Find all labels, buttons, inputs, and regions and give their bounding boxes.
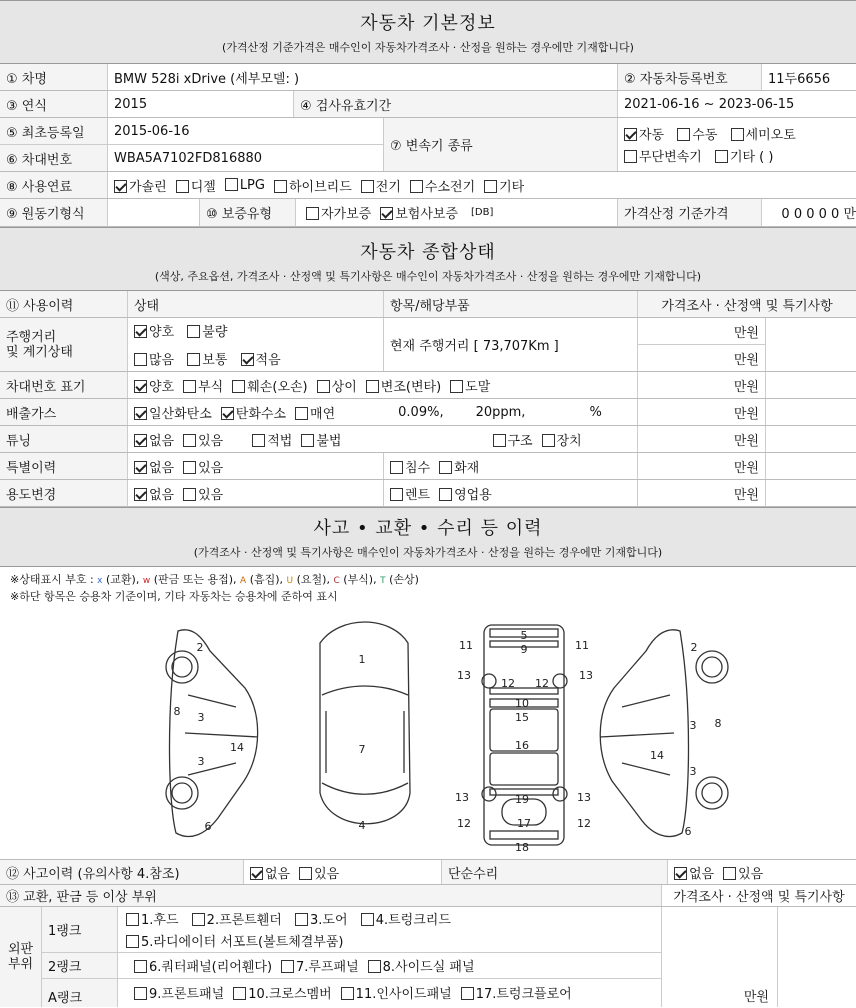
diagram-part-number: 8	[714, 717, 722, 730]
part-hood-checkbox[interactable]	[126, 913, 139, 926]
legend-line2: ※하단 항목은 승용차 기준이며, 기타 자동차는 승용차에 준하여 표시	[10, 590, 338, 603]
diagram-part-number: 10	[515, 697, 529, 710]
part-front-panel-checkbox[interactable]	[134, 987, 147, 1000]
history-note: (가격조사 · 산정액 및 특기사항은 매수인이 자동차가격조사 · 산정을 원하는 경우에만 기재합니다)	[193, 546, 663, 559]
legend-text-w: (판금 또는 용접),	[150, 573, 237, 586]
part-roof-panel-checkbox[interactable]	[281, 960, 294, 973]
fuel-diesel-checkbox[interactable]	[176, 180, 189, 193]
trans-other-checkbox[interactable]	[715, 150, 728, 163]
diagram-part-number: 19	[515, 793, 529, 806]
usage-none-checkbox[interactable]	[134, 488, 147, 501]
legend-sym-x: x	[97, 576, 103, 586]
left-side-car	[166, 630, 258, 837]
legend-text-x: (교환),	[102, 573, 140, 586]
emission-price: 만원	[638, 399, 766, 425]
status-note: (색상, 주요옵션, 가격조사 · 산정액 및 특기사항은 매수인이 자동차가격조사 · 산정을 원하는 경우에만 기재합니다)	[154, 270, 702, 283]
tuning-legal-checkbox[interactable]	[252, 434, 265, 447]
diagram-part-number: 9	[520, 643, 528, 656]
simple-repair-label: 단순수리	[442, 860, 668, 884]
special-flood-checkbox[interactable]	[390, 461, 403, 474]
vin-mark-smear-label: 도말	[465, 379, 491, 395]
diagram-part-number: 3	[197, 755, 205, 768]
diagram-part-number: 3	[197, 711, 205, 724]
diagram-part-number: 13	[457, 669, 471, 682]
tuning-yes-checkbox[interactable]	[183, 434, 196, 447]
diagram-part-number: 11	[459, 639, 473, 652]
diagram-part-number: 2	[196, 641, 204, 654]
warranty-label: ⑩ 보증유형	[200, 199, 296, 226]
special-fire-checkbox[interactable]	[439, 461, 452, 474]
legend	[0, 567, 856, 603]
special-none-label: 없음	[149, 460, 175, 476]
part-side-sill-checkbox[interactable]	[368, 960, 381, 973]
tuning-row	[0, 426, 856, 453]
diagram-part-number: 14	[650, 749, 664, 762]
warranty-options	[296, 199, 618, 226]
inspect-value: 2021-06-16 ~ 2023-06-15	[624, 96, 795, 112]
part-door-label: 3.도어	[310, 913, 348, 928]
fuel-gasoline-label: 가솔린	[129, 179, 167, 195]
legend-sym-t: T	[380, 576, 386, 586]
first-reg-label: ⑤ 최초등록일	[0, 118, 107, 145]
special-fire-label: 화재	[454, 460, 480, 476]
emission-co-checkbox[interactable]	[134, 407, 147, 420]
legend-sym-c: C	[333, 576, 340, 586]
vin-mark-altered-checkbox[interactable]	[366, 380, 379, 393]
emission-co-value: 0.09%,	[398, 404, 444, 420]
warranty-db: [DB]	[471, 207, 494, 218]
tuning-struct-checkbox[interactable]	[493, 434, 506, 447]
usage-business-checkbox[interactable]	[439, 488, 452, 501]
mileage-row	[0, 318, 856, 372]
usage-yes-label: 있음	[198, 487, 224, 503]
vin-mark-altered-label: 변조(변타)	[380, 379, 442, 395]
diagram-part-number: 16	[515, 739, 529, 752]
part-trunk-floor-label: 17.트렁크플로어	[475, 987, 572, 1002]
fuel-hydrogen-checkbox[interactable]	[410, 180, 423, 193]
part-side-sill-label: 8.사이드실 패널	[382, 960, 475, 975]
diagram-part-number: 12	[457, 817, 471, 830]
mileage-bad-checkbox[interactable]	[187, 325, 200, 338]
warranty-self-label: 자가보증	[321, 207, 372, 222]
vin-mark-price: 만원	[638, 372, 766, 398]
exchange-table	[0, 907, 856, 1007]
emission-row	[0, 399, 856, 426]
legend-text-c: (부식),	[339, 573, 377, 586]
simple-none-label: 없음	[689, 866, 715, 882]
part-quarter-panel-label: 6.쿼터패널(리어휀다)	[149, 960, 273, 975]
emission-label: 배출가스	[0, 399, 128, 425]
year-value: 2015	[108, 91, 294, 117]
fuel-diesel-label: 디젤	[190, 179, 216, 195]
diagram-part-number: 14	[230, 741, 244, 754]
fuel-label: ⑧ 사용연료	[0, 172, 108, 198]
fuel-options	[108, 172, 856, 198]
basic-info-header	[0, 0, 856, 64]
tuning-illegal-checkbox[interactable]	[301, 434, 314, 447]
accident-yes-label: 있음	[314, 866, 340, 882]
state-head: 상태	[128, 291, 384, 317]
special-yes-label: 있음	[198, 460, 224, 476]
legend-sym-a: A	[240, 576, 247, 586]
vin-mark-good-label: 양호	[149, 379, 175, 395]
part-radiator-support-label: 5.라디에이터 서포트(볼트체결부품)	[141, 935, 344, 950]
use-history-head: ⑪ 사용이력	[0, 291, 128, 317]
motor-label: ⑨ 원동기형식	[0, 199, 108, 226]
item-head: 항목/해당부품	[384, 291, 638, 317]
tuning-struct-label: 구조	[507, 433, 533, 449]
simple-yes-checkbox[interactable]	[723, 867, 736, 880]
accident-none-checkbox[interactable]	[250, 867, 263, 880]
vin-mark-smear-checkbox[interactable]	[450, 380, 463, 393]
trans-semi-label: 세미오토	[745, 128, 796, 143]
trans-semi-checkbox[interactable]	[731, 128, 744, 141]
tuning-illegal-label: 불법	[316, 433, 342, 449]
tuning-legal-label: 적법	[267, 433, 293, 449]
outer-panel-label: 외판 부위	[0, 907, 42, 1007]
vin-mark-differ-label: 상이	[331, 379, 357, 395]
special-flood-label: 침수	[405, 460, 431, 476]
mileage-few-label: 적음	[255, 353, 281, 368]
fuel-other-checkbox[interactable]	[484, 180, 497, 193]
part-quarter-panel-checkbox[interactable]	[134, 960, 147, 973]
vin-mark-row	[0, 372, 856, 399]
exchange-price: 만원	[662, 907, 778, 1007]
usage-yes-checkbox[interactable]	[183, 488, 196, 501]
mileage-good-checkbox[interactable]	[134, 325, 147, 338]
emission-smoke-value: %	[589, 404, 602, 420]
legend-line1	[10, 572, 846, 589]
tuning-device-checkbox[interactable]	[542, 434, 555, 447]
motor-value	[108, 199, 200, 226]
part-door-checkbox[interactable]	[295, 913, 308, 926]
row-motor	[0, 199, 856, 227]
fuel-hydrogen-label: 수소전기	[424, 179, 476, 195]
usage-price: 만원	[638, 480, 766, 506]
part-front-fender-label: 2.프론트휀더	[206, 913, 282, 928]
part-cross-member-checkbox[interactable]	[233, 987, 246, 1000]
basic-info-note: (가격산정 기준가격은 매수인이 자동차가격조사 · 산정을 원하는 경우에만 기재합니다)	[222, 41, 634, 54]
trans-cvt-checkbox[interactable]	[624, 150, 637, 163]
price-head: 가격조사 · 산정액 및 특기사항	[661, 298, 833, 314]
mileage-many-label: 많음	[149, 353, 175, 368]
diagram-part-number: 17	[517, 817, 531, 830]
diagram-part-number: 1	[358, 653, 366, 666]
trans-other-label: 기타 ( )	[729, 150, 774, 165]
vin-label: ⑥ 차대번호	[0, 145, 107, 171]
part-trunk-lid-checkbox[interactable]	[361, 913, 374, 926]
warranty-insurer-label: 보험사보증	[395, 207, 459, 222]
row-reg-trans	[0, 118, 856, 172]
fuel-lpg-label: LPG	[239, 177, 265, 193]
vin-mark-corrode-label: 부식	[198, 379, 224, 395]
diagram-part-number: 12	[577, 817, 591, 830]
basic-info-title: 자동차 기본정보	[360, 13, 496, 34]
frame-view	[482, 625, 567, 845]
usage-row	[0, 480, 856, 507]
rank1-label: 1랭크	[42, 907, 118, 952]
usage-business-label: 영업용	[454, 487, 492, 503]
row-year	[0, 91, 856, 118]
warranty-insurer-checkbox[interactable]	[380, 207, 393, 220]
trans-label: ⑦ 변속기 종류	[384, 118, 618, 171]
mileage-normal-checkbox[interactable]	[187, 353, 200, 366]
emission-smoke-checkbox[interactable]	[295, 407, 308, 420]
tuning-label: 튜닝	[0, 426, 128, 452]
diagram-part-number: 13	[579, 669, 593, 682]
accident-yes-checkbox[interactable]	[299, 867, 312, 880]
tuning-price: 만원	[638, 426, 766, 452]
mileage-normal-label: 보통	[202, 353, 228, 368]
special-yes-checkbox[interactable]	[183, 461, 196, 474]
simple-yes-label: 있음	[738, 866, 764, 882]
fuel-electric-label: 전기	[375, 179, 401, 195]
part-front-panel-label: 9.프론트패널	[149, 987, 225, 1002]
diagram-part-number: 6	[684, 825, 692, 838]
tuning-device-label: 장치	[556, 433, 582, 449]
history-header	[0, 507, 856, 567]
diagram-part-number: 18	[515, 841, 529, 854]
mileage-price-2: 만원	[638, 345, 766, 371]
vin-mark-damage-label: 훼손(오손)	[247, 379, 308, 395]
emission-hc-checkbox[interactable]	[221, 407, 234, 420]
usage-rent-label: 렌트	[405, 487, 431, 503]
rank3-label: A랭크	[42, 979, 118, 1007]
row-fuel	[0, 172, 856, 199]
status-header	[0, 227, 856, 291]
car-name-value: BMW 528i xDrive (세부모델: )	[108, 64, 618, 90]
part-hood-label: 1.후드	[141, 913, 179, 928]
row-car-name	[0, 64, 856, 91]
trans-manual-label: 수동	[692, 128, 718, 143]
tuning-none-checkbox[interactable]	[134, 434, 147, 447]
accident-none-label: 없음	[265, 866, 291, 882]
diagram-part-number: 4	[358, 819, 366, 832]
accident-row	[0, 859, 856, 885]
exchange-price-head: 가격조사 · 산정액 및 특기사항	[673, 890, 845, 905]
part-inside-panel-label: 11.인사이드패널	[355, 987, 452, 1002]
car-name-label: ① 차명	[0, 64, 108, 90]
reg-no-value: 11두6656	[768, 71, 831, 87]
trans-options	[618, 118, 856, 171]
diagram-part-number: 6	[204, 820, 212, 833]
emission-hc-value: 20ppm,	[475, 404, 526, 420]
fuel-electric-checkbox[interactable]	[361, 180, 374, 193]
mileage-label: 주행거리 및 계기상태	[0, 318, 128, 371]
special-none-checkbox[interactable]	[134, 461, 147, 474]
diagram-part-number: 3	[689, 765, 697, 778]
diagram-part-number: 3	[689, 719, 697, 732]
simple-none-checkbox[interactable]	[674, 867, 687, 880]
trans-cvt-label: 무단변속기	[639, 150, 702, 165]
legend-sym-u: U	[286, 576, 294, 586]
legend-sym-w: w	[142, 576, 151, 586]
legend-text-t: (손상)	[385, 573, 419, 586]
usage-rent-checkbox[interactable]	[390, 488, 403, 501]
diagram-part-number: 8	[173, 705, 181, 718]
part-radiator-support-checkbox[interactable]	[126, 935, 139, 948]
diagram-part-number: 2	[690, 641, 698, 654]
emission-smoke-label: 매연	[310, 406, 336, 422]
exchange-label: ⑬ 교환, 판금 등 이상 부위	[0, 885, 662, 906]
price-label: 가격산정 기준가격	[618, 199, 762, 226]
vin-mark-differ-checkbox[interactable]	[317, 380, 330, 393]
legend-text-u: (요철),	[293, 573, 330, 586]
car-diagram-svg	[0, 603, 856, 859]
vin-mark-good-checkbox[interactable]	[134, 380, 147, 393]
status-title: 자동차 종합상태	[360, 242, 496, 263]
diagram-part-number: 11	[575, 639, 589, 652]
part-inside-panel-checkbox[interactable]	[341, 987, 354, 1000]
diagram-part-number: 13	[455, 791, 469, 804]
vin-mark-corrode-checkbox[interactable]	[183, 380, 196, 393]
special-row	[0, 453, 856, 480]
tuning-yes-label: 있음	[198, 433, 224, 449]
trans-auto-label: 자동	[639, 128, 665, 143]
car-diagram	[0, 603, 856, 859]
special-price: 만원	[638, 453, 766, 479]
fuel-lpg-checkbox[interactable]	[225, 178, 238, 191]
diagram-part-number: 13	[577, 791, 591, 804]
mileage-price-1: 만원	[638, 318, 766, 345]
year-label: ③ 연식	[0, 91, 108, 117]
special-label: 특별이력	[0, 453, 128, 479]
part-roof-panel-label: 7.루프패널	[296, 960, 359, 975]
price-value: 0 0 0 0 0 만	[781, 207, 856, 222]
warranty-self-checkbox[interactable]	[306, 207, 319, 220]
legend-prefix: ※상태표시 부호 :	[10, 573, 94, 586]
rank2-label: 2랭크	[42, 953, 118, 978]
legend-text-a: (흠집),	[246, 573, 284, 586]
accident-label: ⑫ 사고이력 (유의사항 4.참조)	[0, 860, 244, 884]
inspect-label: ④ 검사유효기간	[294, 91, 618, 117]
diagram-part-number: 12	[535, 677, 549, 690]
fuel-hybrid-label: 하이브리드	[288, 179, 352, 195]
vin-mark-damage-checkbox[interactable]	[232, 380, 245, 393]
fuel-hybrid-checkbox[interactable]	[274, 180, 287, 193]
trans-manual-checkbox[interactable]	[677, 128, 690, 141]
trans-auto-checkbox[interactable]	[624, 128, 637, 141]
emission-co-label: 일산화탄소	[149, 406, 212, 422]
tuning-none-label: 없음	[149, 433, 175, 449]
fuel-gasoline-checkbox[interactable]	[114, 180, 127, 193]
emission-hc-label: 탄화수소	[235, 406, 287, 422]
reg-no-label: ② 자동차등록번호	[618, 64, 762, 90]
history-title: 사고 • 교환 • 수리 등 이력	[313, 518, 543, 539]
part-trunk-lid-label: 4.트렁크리드	[375, 913, 451, 928]
mileage-good-label: 양호	[149, 325, 175, 340]
vin-value: WBA5A7102FD816880	[114, 150, 263, 166]
diagram-part-number: 5	[520, 629, 528, 642]
usage-label: 용도변경	[0, 480, 128, 506]
diagram-part-number: 15	[515, 711, 529, 724]
part-trunk-floor-checkbox[interactable]	[461, 987, 474, 1000]
mileage-bad-label: 불량	[202, 325, 228, 340]
exchange-head-row	[0, 885, 856, 907]
right-side-car	[600, 630, 728, 837]
first-reg-value: 2015-06-16	[108, 118, 383, 145]
fuel-other-label: 기타	[499, 179, 525, 195]
mileage-few-checkbox[interactable]	[241, 353, 254, 366]
diagram-part-number: 12	[501, 677, 515, 690]
status-head-row	[0, 291, 856, 318]
vin-mark-label: 차대번호 표기	[0, 372, 128, 398]
mileage-text: 현재 주행거리 [ 73,707Km ]	[384, 318, 638, 371]
mileage-many-checkbox[interactable]	[134, 353, 147, 366]
part-cross-member-label: 10.크로스멤버	[248, 987, 332, 1002]
part-front-fender-checkbox[interactable]	[192, 913, 205, 926]
usage-none-label: 없음	[149, 487, 175, 503]
diagram-part-number: 7	[358, 743, 366, 756]
